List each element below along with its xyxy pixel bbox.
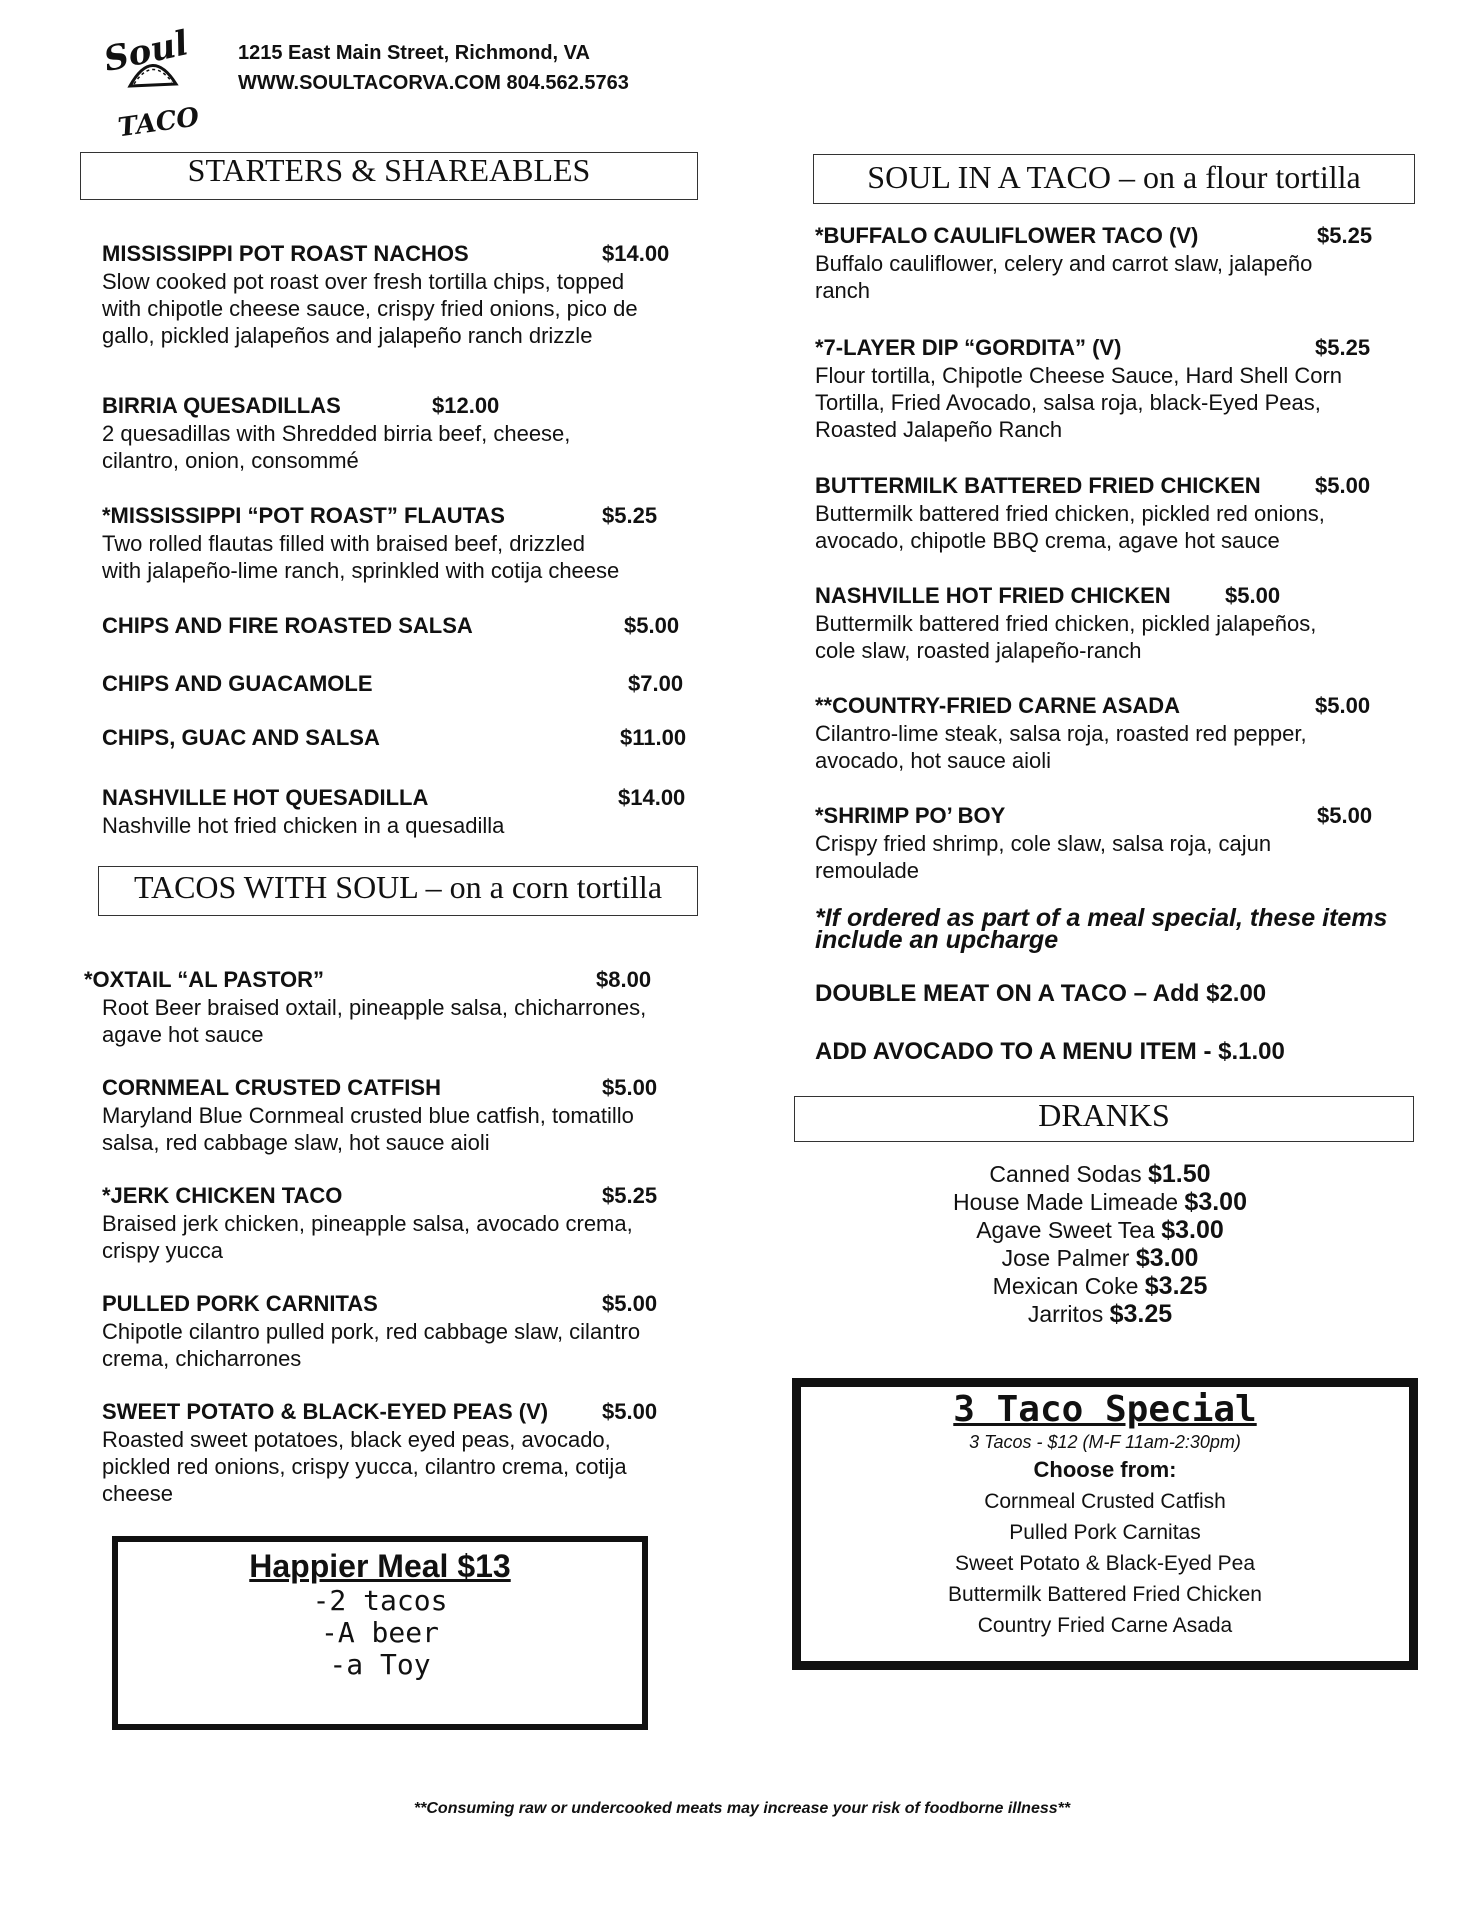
drink-price: $3.25 — [1109, 1300, 1173, 1328]
starters-header: STARTERS & SHAREABLES — [80, 152, 698, 200]
menu-item — [102, 240, 670, 349]
drink-item — [750, 1244, 1450, 1272]
menu-item-price: $5.00 — [1317, 803, 1373, 828]
taco-special-box — [792, 1378, 1418, 1670]
drink-name: Jarritos — [1027, 1301, 1110, 1327]
address: 1215 East Main Street, Richmond, VA — [238, 42, 590, 64]
happier-meal-box — [112, 1536, 648, 1730]
menu-item-description: crispy yucca — [102, 1238, 224, 1263]
menu-item-description: Nashville hot fried chicken in a quesadilla — [102, 813, 505, 838]
taco-special-subtitle: 3 Tacos - $12 (M-F 11am-2:30pm) — [969, 1432, 1241, 1452]
special-option: Sweet Potato & Black-Eyed Pea — [955, 1552, 1255, 1575]
special-option: Pulled Pork Carnitas — [1009, 1521, 1201, 1544]
menu-item — [102, 784, 686, 839]
menu-item-name: *MISSISSIPPI “POT ROAST” FLAUTAS — [102, 503, 505, 528]
menu-item-description: Two rolled flautas filled with braised beef, drizzled — [102, 531, 586, 556]
drink-name: Mexican Coke — [992, 1273, 1145, 1299]
drink-price: $3.25 — [1144, 1272, 1208, 1300]
special-option: Country Fried Carne Asada — [977, 1614, 1233, 1637]
menu-item-price: $5.00 — [602, 1075, 658, 1100]
menu-item-price: $5.25 — [1315, 335, 1371, 360]
menu-item-description: Buttermilk battered fried chicken, pickled jalapeños, — [815, 611, 1317, 636]
menu-item-description: Roasted sweet potatoes, black eyed peas, avocado, — [102, 1427, 611, 1452]
menu-item-name: *7-LAYER DIP “GORDITA” (V) — [815, 335, 1122, 360]
drinks-list — [750, 1160, 1450, 1328]
menu-item-price: $11.00 — [620, 725, 687, 750]
drink-price: $3.00 — [1135, 1244, 1199, 1272]
menu-item-price: $5.00 — [1315, 473, 1371, 498]
menu-item-price: $5.00 — [1225, 583, 1281, 608]
drink-item — [750, 1216, 1450, 1244]
upcharge-note: *If ordered as part of a meal special, these items include an upcharge — [815, 904, 1388, 954]
menu-item-description: Tortilla, Fried Avocado, salsa roja, black-Eyed Peas, — [815, 390, 1321, 415]
menu-item-description: Crispy fried shrimp, cole slaw, salsa roja, cajun — [815, 831, 1272, 856]
menu-item-name: SWEET POTATO & BLACK-EYED PEAS (V) — [102, 1399, 549, 1424]
happier-meal-title: Happier Meal $13 — [249, 1548, 511, 1584]
menu-item-description: crema, chicharrones — [102, 1346, 302, 1371]
menu-item-description: with chipotle cheese sauce, crispy fried onions, pico de — [102, 296, 638, 321]
drink-item — [750, 1188, 1450, 1216]
menu-item-name: CHIPS AND FIRE ROASTED SALSA — [102, 613, 473, 638]
happier-meal-line: -2 tacos — [312, 1584, 448, 1617]
svg-text:TACO: TACO — [116, 102, 202, 142]
happier-meal-line: -A beer — [320, 1616, 439, 1649]
menu-item-description: Flour tortilla, Chipotle Cheese Sauce, Hard Shell Corn — [815, 363, 1343, 388]
menu-item-name: **COUNTRY-FRIED CARNE ASADA — [815, 693, 1181, 718]
menu-item-name: CHIPS AND GUACAMOLE — [102, 671, 373, 696]
drink-name: Canned Sodas — [989, 1161, 1148, 1187]
menu-item-description: cilantro, onion, consommé — [102, 448, 359, 473]
menu-item — [102, 1290, 658, 1372]
menu-item-price: $12.00 — [432, 393, 500, 418]
menu-item — [102, 1074, 658, 1156]
menu-item-description: avocado, chipotle BBQ crema, agave hot sauce — [815, 528, 1280, 553]
menu-item — [102, 670, 684, 698]
menu-item-description: Braised jerk chicken, pineapple salsa, avocado crema, — [102, 1211, 633, 1236]
menu-item-name: PULLED PORK CARNITAS — [102, 1291, 378, 1316]
menu-item — [102, 502, 658, 584]
menu-item-description: with jalapeño-lime ranch, sprinkled with cotija cheese — [102, 558, 620, 583]
menu-item — [84, 966, 652, 1048]
soul-taco-logo — [100, 24, 212, 142]
taco-special-title: 3 Taco Special — [953, 1389, 1257, 1430]
svg-text:Soul: Soul — [100, 24, 192, 81]
menu-item — [815, 802, 1373, 884]
drink-item — [750, 1160, 1450, 1188]
menu-item-price: $5.25 — [602, 1183, 658, 1208]
menu-item-description: cole slaw, roasted jalapeño-ranch — [815, 638, 1142, 663]
menu-item-price: $5.00 — [624, 613, 680, 638]
menu-item-name: BUTTERMILK BATTERED FRIED CHICKEN — [815, 473, 1261, 498]
drink-name: Jose Palmer — [1001, 1245, 1136, 1271]
special-option: Cornmeal Crusted Catfish — [984, 1490, 1226, 1513]
taco-special-choose: Choose from: — [1033, 1457, 1177, 1482]
menu-item-name: NASHVILLE HOT QUESADILLA — [102, 785, 429, 810]
menu-item-price: $5.00 — [1315, 693, 1371, 718]
menu-item-price: $14.00 — [602, 241, 670, 266]
drink-name: Agave Sweet Tea — [976, 1217, 1162, 1243]
drink-price: $3.00 — [1161, 1216, 1224, 1244]
menu-item-description: Buttermilk battered fried chicken, pickled red onions, — [815, 501, 1325, 526]
menu-item-description: remoulade — [815, 858, 919, 883]
menu-item-name: *OXTAIL “AL PASTOR” — [84, 967, 324, 992]
drink-price: $1.50 — [1148, 1160, 1211, 1188]
taco-special-options — [801, 1486, 1409, 1641]
menu-item — [102, 1398, 658, 1507]
special-option: Buttermilk Battered Fried Chicken — [948, 1583, 1262, 1606]
menu-item-description: Cilantro-lime steak, salsa roja, roasted red pepper, — [815, 721, 1307, 746]
menu-item-description: salsa, red cabbage slaw, hot sauce aioli — [102, 1130, 490, 1155]
menu-item-price: $8.00 — [596, 967, 652, 992]
soul-in-a-taco-header: SOUL IN A TACO – on a flour tortilla — [813, 154, 1415, 204]
menu-item-name: CHIPS, GUAC AND SALSA — [102, 725, 380, 750]
drinks-header: DRANKS — [794, 1096, 1414, 1142]
drink-item — [750, 1272, 1450, 1300]
menu-item-description: pickled red onions, crispy yucca, cilantro crema, cotija — [102, 1454, 627, 1479]
menu-item-name: *BUFFALO CAULIFLOWER TACO (V) — [815, 223, 1199, 248]
double-meat-addon: DOUBLE MEAT ON A TACO – Add $2.00 — [815, 980, 1267, 1007]
menu-item — [815, 692, 1371, 774]
menu-item-name: NASHVILLE HOT FRIED CHICKEN — [815, 583, 1171, 608]
menu-item-name: *JERK CHICKEN TACO — [102, 1183, 343, 1208]
menu-item — [815, 472, 1371, 554]
menu-item — [815, 582, 1316, 664]
menu-item-description: ranch — [815, 278, 871, 303]
menu-item-price: $5.25 — [1317, 223, 1373, 248]
menu-item-description: Roasted Jalapeño Ranch — [815, 417, 1063, 442]
menu-item-price: $5.00 — [602, 1291, 658, 1316]
menu-item-price: $5.25 — [602, 503, 658, 528]
drink-item — [750, 1300, 1450, 1328]
menu-item-name: BIRRIA QUESADILLAS — [102, 393, 341, 418]
menu-item-price: $7.00 — [628, 671, 684, 696]
menu-item — [815, 222, 1373, 304]
menu-item-description: Buffalo cauliflower, celery and carrot slaw, jalapeño — [815, 251, 1313, 276]
website-phone: WWW.SOULTACORVA.COM 804.562.5763 — [238, 72, 629, 94]
menu-item-description: Slow cooked pot roast over fresh tortilla chips, topped — [102, 269, 625, 294]
menu-item-name: CORNMEAL CRUSTED CATFISH — [102, 1075, 441, 1100]
drink-name: House Made Limeade — [953, 1189, 1185, 1215]
menu-item — [102, 1182, 658, 1264]
menu-item-description: Chipotle cilantro pulled pork, red cabbage slaw, cilantro — [102, 1319, 641, 1344]
menu-item — [102, 724, 687, 752]
menu-item-description: cheese — [102, 1481, 173, 1506]
menu-item — [102, 612, 680, 640]
menu-item-price: $14.00 — [618, 785, 686, 810]
menu-item-description: avocado, hot sauce aioli — [815, 748, 1052, 773]
drink-price: $3.00 — [1184, 1188, 1247, 1216]
menu-item-name: *SHRIMP PO’ BOY — [815, 803, 1006, 828]
avocado-addon: ADD AVOCADO TO A MENU ITEM - $.1.00 — [815, 1038, 1285, 1065]
tacos-with-soul-header: TACOS WITH SOUL – on a corn tortilla — [98, 866, 698, 916]
happier-meal-lines — [118, 1585, 642, 1681]
restaurant-contact — [238, 38, 629, 98]
menu-item-name: MISSISSIPPI POT ROAST NACHOS — [102, 241, 469, 266]
menu-item-description: 2 quesadillas with Shredded birria beef, cheese, — [102, 421, 571, 446]
menu-item-price: $5.00 — [602, 1399, 658, 1424]
menu-item-description: agave hot sauce — [102, 1022, 264, 1047]
food-safety-disclaimer: **Consuming raw or undercooked meats may increase your risk of foodborne illness** — [413, 1800, 1071, 1817]
menu-item-description: Root Beer braised oxtail, pineapple salsa, chicharrones, — [102, 995, 647, 1020]
menu-item — [815, 334, 1371, 443]
happier-meal-line: -a Toy — [329, 1648, 431, 1681]
menu-item-description: Maryland Blue Cornmeal crusted blue catfish, tomatillo — [102, 1103, 634, 1128]
menu-item — [102, 392, 570, 474]
menu-item-description: gallo, pickled jalapeños and jalapeño ranch drizzle — [102, 323, 593, 348]
